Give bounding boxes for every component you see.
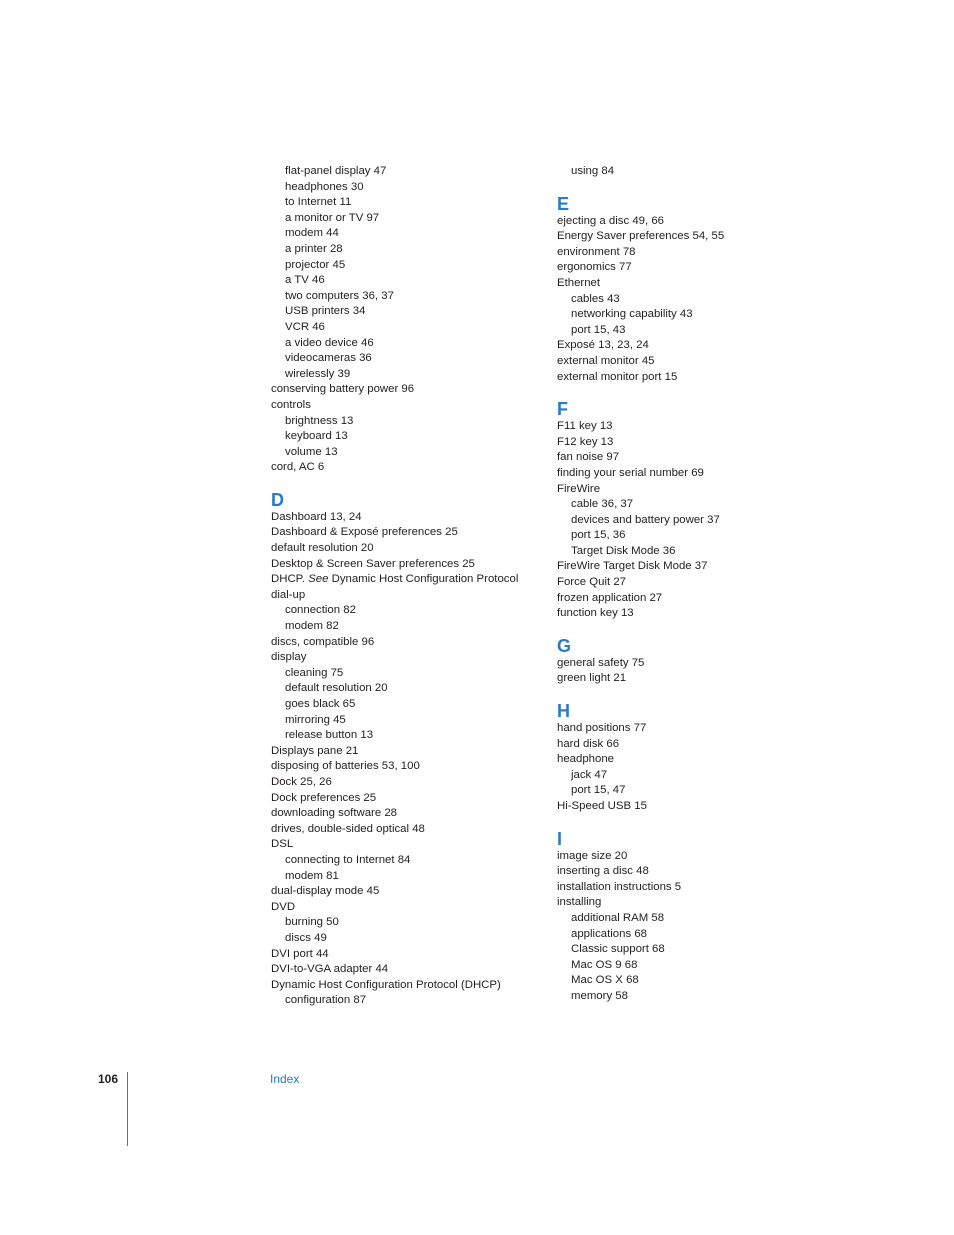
index-entry: external monitor port 15 bbox=[557, 370, 678, 383]
index-entry: Dashboard 13, 24 bbox=[271, 510, 362, 523]
index-entry: conserving battery power 96 bbox=[271, 383, 415, 396]
index-subentry: a monitor or TV 97 bbox=[285, 211, 380, 224]
index-entry: dual-display mode 45 bbox=[271, 885, 380, 898]
index-subentry: USB printers 34 bbox=[285, 305, 366, 318]
index-subentry: keyboard 13 bbox=[285, 430, 348, 443]
index-entry: function key 13 bbox=[557, 607, 634, 620]
index-subentry: cable 36, 37 bbox=[571, 498, 634, 511]
section-letter-i: I bbox=[557, 828, 563, 849]
index-subentry: VCR 46 bbox=[285, 320, 325, 333]
index-subentry: devices and battery power 37 bbox=[571, 513, 720, 526]
footer-rule bbox=[127, 1072, 128, 1146]
section-letter-f: F bbox=[557, 399, 568, 420]
index-subentry: goes black 65 bbox=[285, 698, 356, 710]
index-entry: controls bbox=[271, 398, 311, 411]
index-subentry: two computers 36, 37 bbox=[285, 289, 394, 302]
index-entry: F11 key 13 bbox=[557, 420, 613, 433]
index-subentry: release button 13 bbox=[285, 729, 374, 742]
index-entry: Dynamic Host Configuration Protocol (DHCP) bbox=[271, 978, 501, 991]
index-entry: installing bbox=[557, 896, 602, 909]
index-entry: dial-up bbox=[271, 588, 306, 601]
index-entry: Displays pane 21 bbox=[271, 744, 359, 757]
index-entry: ejecting a disc 49, 66 bbox=[557, 214, 665, 227]
index-entry: discs, compatible 96 bbox=[271, 635, 375, 648]
index-entry: display bbox=[271, 651, 307, 664]
index-subentry: cleaning 75 bbox=[285, 666, 344, 679]
index-entry: Dashboard & Exposé preferences 25 bbox=[271, 526, 458, 539]
index-subentry: headphones 30 bbox=[285, 180, 364, 193]
index-subentry: connecting to Internet 84 bbox=[285, 853, 411, 866]
index-entry: Desktop & Screen Saver preferences 25 bbox=[271, 557, 475, 570]
section-letter-h: H bbox=[557, 701, 570, 722]
see-reference: See bbox=[308, 573, 329, 586]
index-subentry: default resolution 20 bbox=[285, 682, 388, 695]
index-entry: external monitor 45 bbox=[557, 354, 655, 367]
index-entry: installation instructions 5 bbox=[557, 880, 682, 893]
index-entry: FireWire Target Disk Mode 37 bbox=[557, 560, 708, 573]
index-subentry: Mac OS 9 68 bbox=[571, 958, 638, 971]
index-subentry: applications 68 bbox=[571, 927, 647, 940]
index-column-right bbox=[557, 164, 817, 1005]
index-subentry: connection 82 bbox=[285, 604, 356, 617]
index-entry: Ethernet bbox=[557, 276, 601, 289]
entry-term: DHCP. bbox=[271, 573, 309, 586]
index-entry: DVI port 44 bbox=[271, 947, 329, 960]
index-subentry: port 15, 43 bbox=[571, 323, 626, 336]
index-subentry: to Internet 11 bbox=[285, 196, 352, 209]
index-entry: image size 20 bbox=[557, 849, 628, 862]
index-entry: DSL bbox=[271, 838, 294, 851]
index-subentry: modem 44 bbox=[285, 227, 339, 240]
index-entry: Exposé 13, 23, 24 bbox=[557, 339, 649, 352]
index-subentry: modem 82 bbox=[285, 620, 339, 633]
index-subentry: a video device 46 bbox=[285, 336, 374, 349]
index-subentry: using 84 bbox=[571, 165, 615, 177]
index-subentry: wirelessly 39 bbox=[285, 367, 351, 380]
index-subentry: networking capability 43 bbox=[571, 308, 693, 321]
section-letter-d: D bbox=[271, 489, 284, 510]
index-entry: Hi-Speed USB 15 bbox=[557, 800, 647, 812]
index-entry: DVD bbox=[271, 900, 296, 913]
index-subentry: flat-panel display 47 bbox=[285, 165, 387, 177]
index-entry bbox=[271, 572, 531, 588]
index-entry: downloading software 28 bbox=[271, 807, 398, 820]
index-subentry: burning 50 bbox=[285, 916, 339, 929]
index-entry: fan noise 97 bbox=[557, 451, 620, 464]
index-subentry: Classic support 68 bbox=[571, 943, 665, 956]
index-entry: FireWire bbox=[557, 482, 601, 495]
index-entry: Force Quit 27 bbox=[557, 576, 627, 589]
index-subentry: Mac OS X 68 bbox=[571, 974, 639, 987]
index-entry: hard disk 66 bbox=[557, 737, 620, 750]
index-subentry: volume 13 bbox=[285, 445, 338, 458]
index-entry: F12 key 13 bbox=[557, 435, 614, 448]
index-subentry: videocameras 36 bbox=[285, 352, 372, 365]
index-subentry: a printer 28 bbox=[285, 242, 343, 255]
index-entry: Dock preferences 25 bbox=[271, 791, 377, 804]
index-subentry: jack 47 bbox=[571, 768, 608, 781]
index-entry: inserting a disc 48 bbox=[557, 865, 649, 878]
index-entry: headphone bbox=[557, 753, 615, 766]
index-subentry: additional RAM 58 bbox=[571, 911, 665, 924]
see-target: Dynamic Host Configuration Protocol bbox=[328, 573, 519, 586]
index-entry: Dock 25, 26 bbox=[271, 775, 332, 788]
index-subentry: cables 43 bbox=[571, 292, 620, 305]
index-subentry: a TV 46 bbox=[285, 274, 325, 287]
index-subentry: port 15, 47 bbox=[571, 784, 626, 797]
index-subentry: projector 45 bbox=[285, 258, 346, 271]
section-letter-g: G bbox=[557, 635, 572, 656]
index-subentry: configuration 87 bbox=[285, 994, 367, 1007]
index-entry: Energy Saver preferences 54, 55 bbox=[557, 230, 725, 243]
index-entry: finding your serial number 69 bbox=[557, 466, 704, 479]
section-label: Index bbox=[270, 1072, 300, 1086]
index-subentry: mirroring 45 bbox=[285, 713, 346, 726]
index-entry: environment 78 bbox=[557, 245, 636, 258]
index-entry: DVI-to-VGA adapter 44 bbox=[271, 963, 389, 976]
index-subentry: port 15, 36 bbox=[571, 529, 626, 542]
index-entry: frozen application 27 bbox=[557, 591, 663, 604]
index-entry: green light 21 bbox=[557, 672, 627, 685]
index-entry: ergonomics 77 bbox=[557, 261, 632, 274]
index-subentry: discs 49 bbox=[285, 931, 327, 944]
section-letter-e: E bbox=[557, 193, 570, 214]
index-entry: default resolution 20 bbox=[271, 542, 374, 555]
index-entry: hand positions 77 bbox=[557, 722, 647, 735]
index-entry: disposing of batteries 53, 100 bbox=[271, 760, 420, 773]
index-entry: drives, double-sided optical 48 bbox=[271, 822, 425, 835]
page-number: 106 bbox=[98, 1072, 119, 1086]
index-column-left bbox=[271, 164, 531, 1009]
index-subentry: brightness 13 bbox=[285, 414, 354, 427]
index-subentry: modem 81 bbox=[285, 869, 339, 882]
index-entry: general safety 75 bbox=[557, 656, 645, 669]
index-subentry: Target Disk Mode 36 bbox=[571, 544, 676, 557]
index-subentry: memory 58 bbox=[571, 989, 628, 1002]
index-entry: cord, AC 6 bbox=[271, 461, 325, 474]
